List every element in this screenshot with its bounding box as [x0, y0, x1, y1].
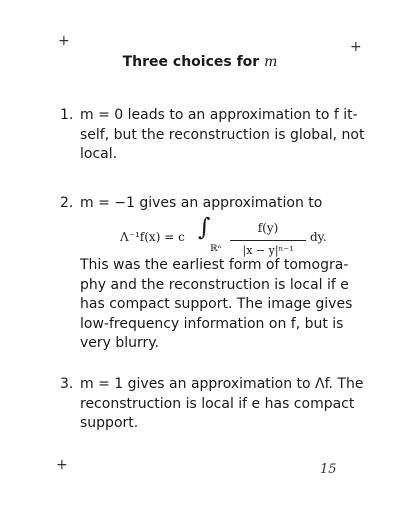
- integral-sign: ∫: [198, 213, 211, 241]
- fraction: [230, 219, 306, 260]
- registration-mark-top-left: +: [58, 33, 70, 49]
- title-text: Three choices for: [122, 54, 265, 70]
- item-number: 1.: [60, 107, 74, 123]
- equation: [120, 213, 350, 257]
- slide-title: [0, 54, 400, 70]
- title-variable: m: [264, 54, 278, 70]
- page-number-handwritten: 15: [320, 462, 337, 477]
- item-paragraph: This was the earliest form of tomogra-phy and the reconstruction is local if e has compact support. The image gives low-frequency information on f, but is very blurry.: [80, 257, 353, 351]
- item-text: m = 1 gives an approximation to Λf. The reconstruction is local if e has compact support.: [80, 376, 364, 431]
- item-number: 2.: [60, 195, 74, 211]
- fraction-denominator: |x − y|ⁿ⁻¹: [242, 243, 294, 257]
- item-intro: m = −1 gives an approximation to: [80, 195, 323, 211]
- registration-mark-bottom-left: +: [56, 457, 68, 473]
- fraction-numerator: f(y): [230, 219, 306, 241]
- equation-lhs: Λ⁻¹f(x) = c: [120, 230, 185, 244]
- registration-mark-top-right: +: [350, 39, 362, 55]
- equation-tail: dy.: [310, 230, 327, 244]
- item-number: 3.: [60, 376, 74, 392]
- integral-domain: ℝⁿ: [210, 244, 222, 254]
- item-text: m = 0 leads to an approximation to f it-self, but the reconstruction is global, not local.: [80, 107, 365, 162]
